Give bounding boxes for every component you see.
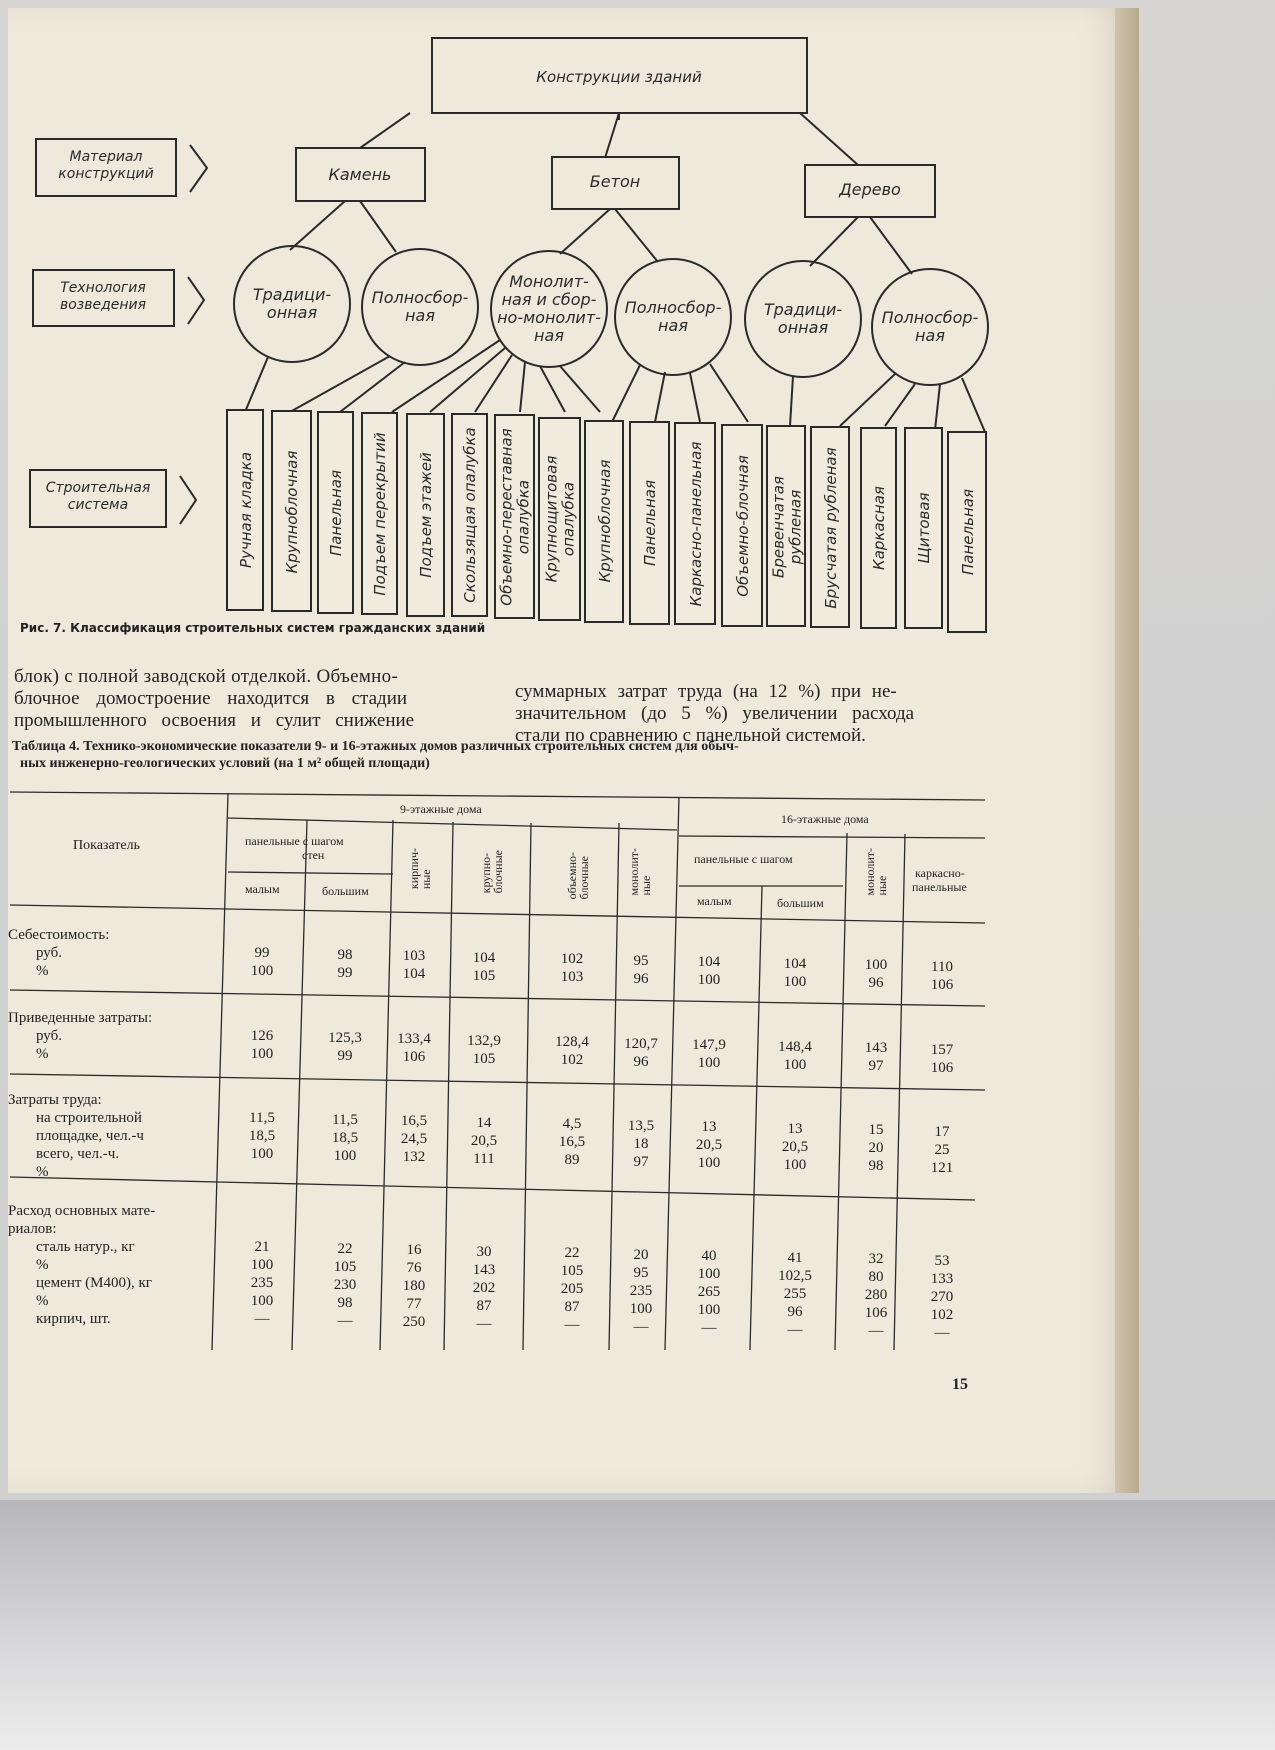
table-cell: 96 [787,1303,803,1320]
row-label: % [36,963,49,979]
table-cell: 111 [473,1150,495,1167]
table-cell: 120,7 [624,1035,658,1052]
header-panel-step-16: панельные с шагом [694,852,793,866]
header-large-16: большим [777,896,824,910]
header-frame-panel-2: панельные [912,880,967,894]
table-cell: 235 [629,1282,653,1299]
table-cell: 121 [930,1159,954,1176]
table-cell: 100 [783,1156,807,1173]
table-cell: 95 [633,1264,649,1281]
table-cell: 230 [333,1276,357,1293]
table-cell: 106 [402,1049,426,1065]
table-cell: — [254,1311,270,1327]
table-cell: 95 [633,952,649,969]
technology-label: ная и сбор- [501,290,597,309]
section-title: Приведенные затраты: [8,1010,153,1026]
table-cell: 100 [629,1300,653,1317]
technology-label: ная [534,326,564,345]
system-label: Объемно-блочная [734,455,752,597]
technology-label: ная [405,306,435,325]
technology-label: ная [915,326,945,345]
row-label: на строительной [36,1110,142,1126]
table-cell: — [337,1312,353,1329]
table-cell: 100 [697,972,721,988]
table-cell: 20,5 [695,1137,723,1153]
material-label: Дерево [839,180,901,199]
system-label: опалубка [559,481,578,557]
table-cell: 80 [868,1269,884,1285]
table-cell: 105 [560,1263,584,1279]
table-cell: 104 [783,955,807,972]
row-label: всего, чел.-ч. [36,1146,119,1162]
system-label: Бревенчатая [769,476,788,578]
header-9-floor: 9-этажные дома [400,802,482,816]
table-cell: 25 [934,1141,950,1158]
system-label: Панельная [959,489,977,575]
page-number: 15 [952,1376,968,1393]
table-cell: 87 [564,1299,580,1315]
system-label: рубленая [786,489,805,565]
system-label: Ручная кладка [237,451,255,569]
text-line: промышленного освоения и сулит снижение [14,710,415,731]
row-label: площадке, чел.-ч [36,1128,144,1144]
header-frame-panel: каркасно- [915,866,965,880]
table-cell: 100 [697,1055,721,1071]
table-cell: 102 [560,951,584,967]
table-cell: 100 [250,1257,274,1273]
table-cell: 20,5 [781,1138,809,1155]
table-cell: 18 [633,1135,649,1152]
table-cell: 18,5 [248,1128,276,1144]
row-label: кирпич, шт. [36,1311,111,1327]
row-label: руб. [36,945,62,961]
table-cell: 103 [560,969,584,985]
table-cell: 100 [697,1155,721,1171]
row-label: сталь натур., кг [36,1239,135,1255]
header-large-9: большим [322,884,369,898]
table-cell: 106 [864,1305,888,1321]
text-line: блочное домостроение находится в стадии [14,688,408,709]
system-label: Крупноблочная [596,459,614,583]
classification-diagram [0,0,1275,640]
text-column-left [14,666,489,732]
row-label: % [36,1164,49,1180]
table-cell: 89 [564,1152,580,1168]
table-cell: 132,9 [467,1032,501,1049]
table-cell: 30 [476,1243,492,1260]
text-line: блок) с полной заводской отделкой. Объемно- [14,666,399,687]
table-cell: 100 [864,957,888,973]
text-line: значительном (до 5 %) увеличении расхода [515,703,915,724]
table-cell: 280 [864,1287,888,1303]
technology-label: Традици- [252,285,332,304]
table-cell: 100 [250,1293,274,1309]
table-cell: 13,5 [627,1117,655,1134]
figure-caption: Рис. 7. Классификация строительных систем гражданских зданий [20,621,486,635]
section-title: Расход основных мате- [8,1203,156,1219]
header-panel-step: панельные с шагом [245,834,344,848]
table-cell: 102 [560,1052,584,1068]
technology-label: ная [658,316,688,335]
table-cell: 143 [472,1261,496,1278]
table-cell: 16,5 [400,1113,428,1129]
system-label: Крупнощитовая [542,455,561,583]
table-cell: 205 [560,1281,584,1297]
table-cell: 133 [930,1270,954,1287]
table-cell: 99 [254,945,270,961]
table-cell: 143 [864,1040,888,1056]
table-cell: 99 [337,1047,353,1064]
table-cell: 157 [930,1041,954,1058]
side-label-technology: возведения [59,297,147,313]
row-label: % [36,1257,49,1273]
system-label: Подъем этажей [417,452,435,578]
root-label: Конструкции зданий [536,68,702,86]
table-cell: 132 [402,1149,426,1165]
table-cell: 106 [930,1059,954,1076]
table-cell: 16,5 [558,1134,586,1150]
system-label: Подъем перекрытий [371,432,389,596]
table-cell: — [787,1321,803,1338]
table-cell: 106 [930,976,954,993]
table-cell: 98 [868,1158,884,1174]
table-cell: — [476,1315,492,1332]
system-label: Панельная [641,480,659,566]
table-cell: 104 [402,966,426,982]
technology-label: Полносбор- [371,288,469,307]
table-cell: 250 [402,1314,426,1330]
table-cell: 14 [476,1114,492,1131]
table-cell: 76 [406,1260,422,1276]
section-title: Себестоимость: [8,927,110,943]
side-label-system: система [67,497,129,513]
header-small-9: малым [245,882,280,896]
technology-label: онная [777,318,829,337]
table-cell: 100 [783,973,807,990]
table-cell: 96 [633,1053,649,1070]
table-cell: 4,5 [562,1116,582,1132]
system-label: опалубка [514,479,533,555]
row-label: руб. [36,1028,62,1044]
table-cell: — [934,1324,950,1341]
table-cell: — [633,1318,649,1335]
system-label: Каркасно-панельная [687,441,705,607]
technology-label: но-монолит- [497,308,601,327]
technology-label: Традици- [763,300,843,319]
table-cell: 180 [402,1278,426,1294]
technology-label: Полносбор- [881,308,979,327]
table-cell: 13 [701,1119,717,1135]
table-cell: — [564,1317,580,1333]
system-label: Брусчатая рубленая [822,447,840,609]
table-cell: 103 [402,948,426,964]
table-cell: — [701,1320,717,1336]
table-cell: 110 [931,958,953,975]
header-small-16: малым [697,894,732,908]
table-cell: 87 [476,1297,492,1314]
table-cell: 104 [697,954,721,970]
table-cell: 100 [783,1056,807,1073]
system-label: Крупноблочная [283,450,301,574]
side-label-material: конструкций [58,166,154,182]
table-cell: 17 [934,1123,950,1140]
table-cell: 102 [930,1306,954,1323]
table-cell: 15 [868,1122,884,1138]
table-cell: 41 [787,1249,803,1266]
table-cell: 96 [868,975,884,991]
table-cell: 20 [868,1140,884,1156]
table-cell: 133,4 [397,1031,431,1047]
table-cell: 147,9 [692,1037,726,1053]
header-monolithic-16: монолит- ные [863,848,889,896]
table-cell: 20,5 [470,1132,498,1149]
table-cell: 32 [868,1251,884,1267]
text-line: суммарных затрат труда (на 12 %) при не- [515,681,897,702]
table-cell: 96 [633,970,649,987]
system-label: Щитовая [915,492,933,564]
table-cell: 105 [333,1258,357,1275]
table-cell: 100 [250,963,274,979]
system-label: Скользящая опалубка [461,427,479,603]
table-cell: 100 [250,1146,274,1162]
table-cell: 21 [254,1239,270,1255]
table-cell: 98 [337,946,353,963]
table-cell: 270 [930,1288,954,1305]
header-panel-step-walls: стен [302,848,325,862]
table-title-line-1: Таблица 4. Технико-экономические показатели 9- и 16-этажных домов различных строительных систем для обыч- [12,739,739,754]
table-cell: 77 [406,1296,422,1312]
side-label-technology: Технология [60,280,146,296]
header-monolithic-9: монолит- ные [627,848,653,896]
scanner-bed [0,1500,1275,1750]
table-cell: 100 [250,1046,274,1062]
table-cell: 40 [701,1248,717,1264]
table-cell: 235 [250,1275,274,1291]
table-cell: 18,5 [331,1129,359,1146]
system-label: Панельная [327,470,345,556]
table-cell: 102,5 [778,1267,812,1284]
material-label: Бетон [589,172,641,191]
text-line: стали по сравнению с панельной системой. [515,725,866,746]
table-cell: 20 [633,1246,649,1263]
table-cell: 11,5 [332,1111,358,1128]
table-cell: 22 [337,1240,353,1257]
table-cell: 104 [472,949,496,966]
system-label: Объемно-переставная [497,428,516,606]
table-cell: 24,5 [400,1131,428,1147]
row-label: % [36,1293,49,1309]
table-cell: — [868,1323,884,1339]
technology-label: Монолит- [509,272,589,291]
table-cell: 100 [333,1147,357,1164]
table-cell: 100 [697,1266,721,1282]
table-cell: 105 [472,1050,496,1067]
table-cell: 16 [406,1242,422,1258]
table-cell: 97 [868,1058,884,1074]
table-cell: 100 [697,1302,721,1318]
header-16-floor: 16-этажные дома [781,812,869,826]
table-cell: 53 [934,1252,950,1269]
row-label: % [36,1046,49,1062]
section-title: Затраты труда: [8,1092,102,1108]
section-title: риалов: [8,1221,57,1237]
material-label: Камень [328,165,392,184]
table-cell: 265 [697,1284,721,1300]
technology-label: Полносбор- [624,298,722,317]
table-cell: 126 [250,1028,274,1044]
row-label: цемент (М400), кг [36,1275,152,1291]
table-title-line-2: ных инженерно-геологических условий (на 1 м² общей площади) [20,756,430,771]
table-cell: 97 [633,1153,649,1170]
table-cell: 128,4 [555,1034,589,1050]
side-label-system: Строительная [45,480,151,496]
table-cell: 255 [783,1285,807,1302]
table-cell: 11,5 [249,1110,275,1126]
table-cell: 125,3 [328,1029,362,1046]
table-cell: 105 [472,967,496,984]
table-cell: 98 [337,1294,353,1311]
table-cell: 99 [337,964,353,981]
table-cell: 148,4 [778,1038,812,1055]
technology-label: онная [266,303,318,322]
table-cell: 13 [787,1120,803,1137]
header-volume-block: объемно- блочные [565,852,591,900]
header-brick: кирпич- ные [407,848,433,890]
table-cell: 202 [472,1279,496,1296]
side-label-material: Материал [69,149,143,165]
system-label: Каркасная [870,486,888,570]
table-title [12,738,739,772]
table-cell: 22 [564,1245,580,1261]
header-large-block: крупно- блочные [479,850,505,894]
header-indicator: Показатель [73,838,140,853]
